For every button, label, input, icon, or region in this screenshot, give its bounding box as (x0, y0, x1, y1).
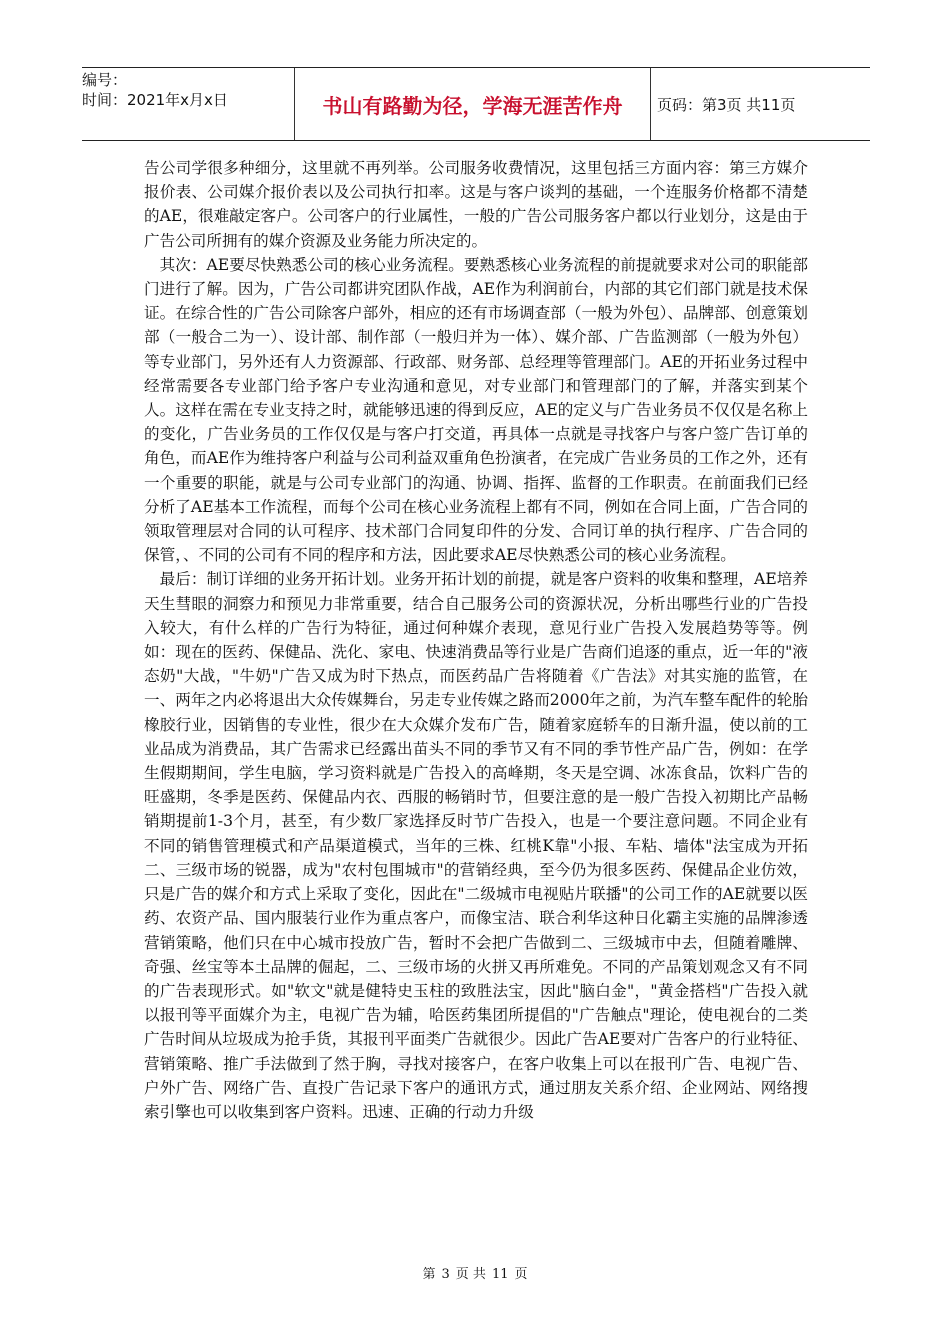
header-page-info: 页码：第3页 共11页 (657, 95, 796, 114)
document-time-label: 时间：2021年x月x日 (82, 91, 228, 109)
footer-middle: 页 共 (455, 1267, 486, 1282)
footer-total-pages: 11 (491, 1267, 509, 1282)
paragraph-second: 其次：AE要尽快熟悉公司的核心业务流程。要熟悉核心业务流程的前提就要求对公司的职能部门进行了解。因为，广告公司都讲究团队作战，AE作为利润前台，内部的其它们部门就是技术保证。在综合性的广告公司除客户部外，相应的还有市场调查部（一般为外包）、品牌部、创意策划部（一般合二为一）、设计部、制作部（一般归并为一体）、媒介部、广告监测部（一般为外包）等专业部门，另外还有人力资源部、行政部、财务部、总经理等管理部门。AE的开拓业务过程中经常需要各专业部门给予客户专业沟通和意见，对专业部门和管理部门的了解，并落实到某个人。这样在需在专业支持之时，就能够迅速的得到反应，AE的定义与广告业务员不仅仅是名称上的变化，广告业务员的工作仅仅是与客户打交道，再具体一点就是寻找客户与客户签广告订单的角色，而AE作为维持客户利益与公司利益双重角色扮演者，在完成广告业务员的工作之外，还有一个重要的职能，就是与公司专业部门的沟通、协调、指挥、监督的工作职责。在前面我们已经分析了AE基本工作流程，而每个公司在核心业务流程上都有不同，例如在合同上面，广告合同的领取管理层对合同的认可程序、技术部门合同复印件的分发、合同订单的执行程序、广告合同的保管，、不同的公司有不同的程序和方法，因此要求AE尽快熟悉公司的核心业务流程。 (144, 255, 808, 565)
paragraph-continued: 告公司学很多种细分，这里就不再列举。公司服务收费情况，这里包括三方面内容：第三方媒介报价表、公司媒介报价表以及公司执行扣率。这是与客户谈判的基础，一个连服务价格都不清楚的AE，很难敲定客户。公司客户的行业属性，一般的广告公司服务客户都以行业划分，这是由于广告公司所拥有的媒介资源及业务能力所决定的。 (144, 159, 808, 250)
footer-suffix: 页 (514, 1267, 528, 1282)
page-footer (0, 1263, 950, 1282)
document-number-label: 编号： (82, 71, 128, 89)
footer-prefix: 第 (422, 1267, 436, 1282)
page-header (82, 67, 870, 141)
footer-page-number: 3 (441, 1267, 450, 1282)
header-motto: 书山有路勤为径，学海无涯苦作舟 (294, 68, 651, 140)
header-meta (82, 68, 294, 140)
paragraph-last: 最后：制订详细的业务开拓计划。业务开拓计划的前提，就是客户资料的收集和整理，AE培养天生彗眼的洞察力和预见力非常重要，结合自己服务公司的资源状况，分析出哪些行业的广告投入较大，有什么样的广告行为特征，通过何种媒介表现，意见行业广告投入发展趋势等等。例如：现在的医药、保健品、洗化、家电、快速消费品等行业是广告商们追逐的重点，近一年的"液态奶"大战，"牛奶"广告又成为时下热点，而医药品广告将随着《广告法》对其实施的监管，在一、两年之内必将退出大众传媒舞台，另走专业传媒之路而2000年之前，为汽车整车配件的轮胎橡胶行业，因销售的专业性，很少在大众媒介发布广告，随着家庭轿车的日渐升温，使以前的工业品成为消费品，其广告需求已经露出苗头不同的季节又有不同的季节性产品广告，例如：在学生假期期间，学生电脑，学习资料就是广告投入的高峰期，冬天是空调、冰冻食品，饮料广告的旺盛期，冬季是医药、保健品内衣、西服的畅销时节，但要注意的是一般广告投入初期比产品畅销期提前1-3个月，甚至，有少数厂家选择反时节广告投入，也是一个要注意问题。不同企业有不同的销售管理模式和产品渠道模式，当年的三株、红桃K靠"小报、车粘、墙体"法宝成为开拓二、三级市场的锐器，成为"农村包围城市"的营销经典，至今仍为很多医药、保健品企业仿效，只是广告的媒介和方式上采取了变化，因此在"二级城市电视贴片联播"的公司工作的AE就要以医药、农资产品、国内服装行业作为重点客户，而像宝洁、联合利华这种日化霸主实施的品牌渗透营销策略，他们只在中心城市投放广告，暂时不会把广告做到二、三级城市中去，但随着雕牌、奇强、丝宝等本土品牌的倔起，二、三级市场的火拼又再所难免。不同的产品策划观念又有不同的广告表现形式。如"软文"就是健特史玉柱的致胜法宝，因此"脑白金"，"黄金搭档"广告投入就以报刊等平面媒介为主，电视广告为辅，哈医药集团所提倡的"广告触点"理论，使电视台的二类广告时间从垃圾成为抢手货，其报刊平面类广告就很少。因此广告AE要对广告客户的行业特征、营销策略、推广手法做到了然于胸，寻找对接客户，在客户收集上可以在报刊广告、电视广告、户外广告、网络广告、直投广告记录下客户的通讯方式，通过朋友关系介绍、企业网站、网络搜索引擎也可以收集到客户资料。迅速、正确的行动力升级 (144, 570, 808, 1121)
document-body (144, 156, 808, 1124)
